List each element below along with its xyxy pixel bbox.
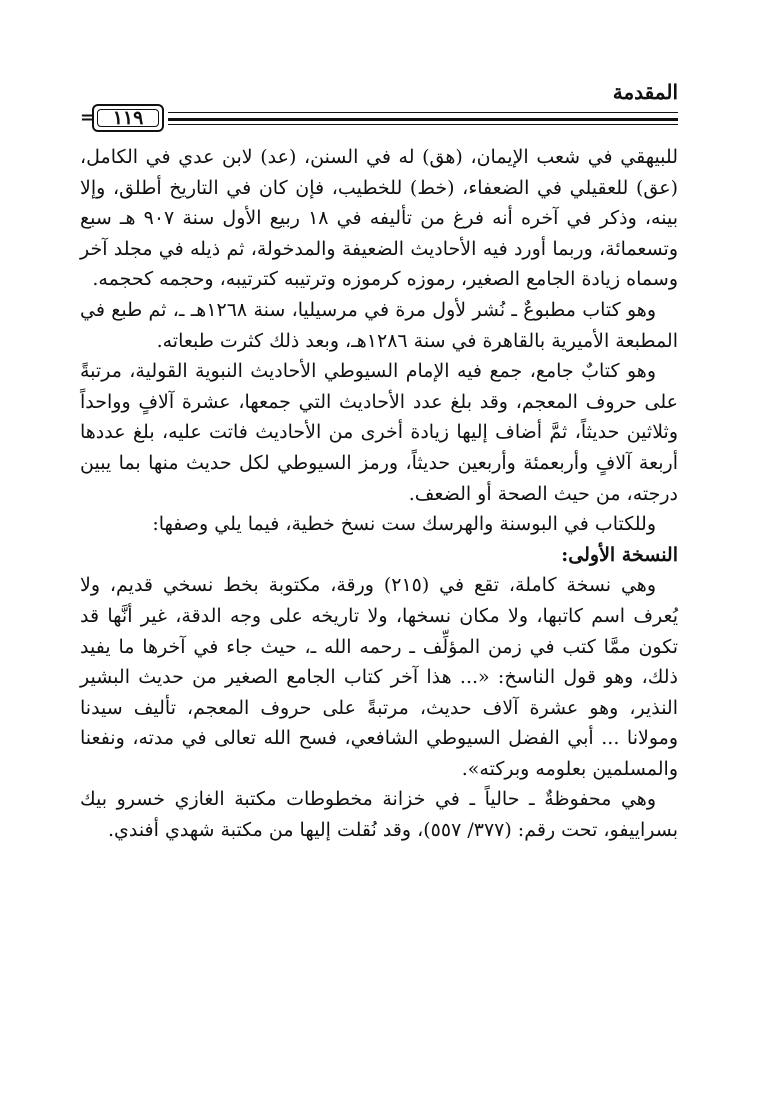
paragraph-printing-history: وهو كتاب مطبوعٌ ـ نُشر لأول مرة في مرسيليا، سنة ١٢٦٨هـ ـ، ثم طبع في المطبعة الأميرية بالقاهرة في سنة ١٢٨٦هـ، وبعد ذلك كثرت طبعاته. [80,298,678,352]
header-rule [80,104,678,134]
running-header-title: المقدمة [612,80,678,104]
page-number: ١١٩ [92,104,164,132]
paragraph-manuscripts-intro: وللكتاب في البوسنة والهرسك ست نسخ خطية، فيما يلي وصفها: [152,513,656,536]
header-ornament-mark: = [80,107,96,128]
paragraph-first-copy-description: وهي نسخة كاملة، تقع في (٢١٥) ورقة، مكتوبة بخط نسخي قديم، ولا يُعرف اسم كاتبها، ولا مكان نسخها، ولا تاريخه على وجه الدقة، غير أنَّها قد تكون ممَّا كتب في زمن المؤلِّف ـ رحمه الله ـ، حيث جاء في آخرها ما يفيد ذلك، وهو قول الناسخ: «... هذا آخر كتاب الجامع الصغير من حديث البشير النذير، وهو عشرة آلاف حديث، مرتبةً على حروف المعجم، تأليف سيدنا ومولانا ... أبي الفضل السيوطي الشافعي، فسح الله تعالى في مدته، ونفعنا والمسلمين بعلومه وبركته». [80,574,679,780]
body-text [80,142,678,846]
paragraph-sources-codes: للبيهقي في شعب الإيمان، (هق) له في السنن، (عد) لابن عدي في الكامل، (عق) للعقيلي في الضعفاء، (خط) للخطيب، فإن كان في التاريخ أطلق، وإلا بينه، وذكر في آخره أنه فرغ من تأليفه في ١٨ ربيع الأول سنة ٩٠٧ هـ سبع وتسعمائة، وربما أورد فيه الأحاديث الضعيفة والمدخولة، ثم ذيله في مجلد آخر وسماه زيادة الجامع الصغير، رموزه كرموزه وترتيبه كترتيبه، وحجمه كحجمه. [80,146,678,291]
section-heading-first-copy: النسخة الأولى: [561,543,678,566]
paragraph-first-copy-location: وهي محفوظةٌ ـ حالياً ـ في خزانة مخطوطات مكتبة الغازي خسرو بيك بسراييفو، تحت رقم: (٣٧٧/ ٥٥٧)، وقد نُقلت إليها من مكتبة شهدي أفندي. [80,788,678,842]
paragraph-book-description: وهو كتابٌ جامع، جمع فيه الإمام السيوطي الأحاديث النبوية القولية، مرتبةً على حروف المعجم، وقد بلغ عدد الأحاديث التي جمعها، عشرة آلافٍ وواحداً وثلاثين حديثاً، ثمَّ أضاف إليها زيادة أخرى من الأحاديث فاتت عليه، بلغ عددها أربعة آلافٍ وأربعمئة وأربعين حديثاً، ورمز السيوطي لكل حديث منها بما يبين درجته، من حيث الصحة أو الضعف. [80,360,678,505]
header-divider-lines [168,110,678,128]
